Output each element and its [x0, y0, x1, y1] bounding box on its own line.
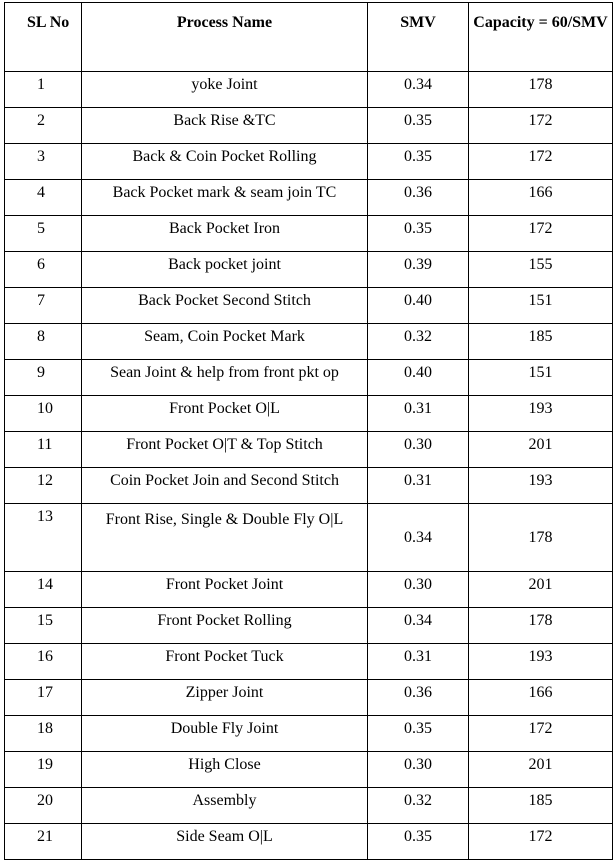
cell-smv: 0.31 [368, 644, 469, 680]
header-capacity: Capacity = 60/SMV [469, 3, 613, 72]
table-row [5, 252, 613, 288]
cell-process-name: Back & Coin Pocket Rolling [82, 144, 368, 180]
table-row [5, 504, 613, 572]
cell-sl-no: 5 [5, 216, 82, 252]
cell-process-name: Back Pocket mark & seam join TC [82, 180, 368, 216]
cell-process-name: Front Pocket Tuck [82, 644, 368, 680]
table-row [5, 288, 613, 324]
cell-capacity: 201 [469, 572, 613, 608]
cell-process-name: Double Fly Joint [82, 716, 368, 752]
cell-smv: 0.35 [368, 824, 469, 860]
cell-process-name: Back Pocket Iron [82, 216, 368, 252]
cell-process-name: Back Rise &TC [82, 108, 368, 144]
cell-capacity: 185 [469, 324, 613, 360]
cell-process-name: Front Pocket O|T & Top Stitch [82, 432, 368, 468]
table-row [5, 644, 613, 680]
cell-capacity: 201 [469, 752, 613, 788]
table-row [5, 360, 613, 396]
process-smv-table [4, 2, 613, 860]
table-header [5, 3, 613, 72]
cell-sl-no: 4 [5, 180, 82, 216]
cell-smv: 0.32 [368, 324, 469, 360]
cell-process-name: Sean Joint & help from front pkt op [82, 360, 368, 396]
cell-smv: 0.30 [368, 432, 469, 468]
cell-sl-no: 15 [5, 608, 82, 644]
cell-process-name: Front Pocket Rolling [82, 608, 368, 644]
cell-capacity: 172 [469, 108, 613, 144]
cell-capacity: 151 [469, 288, 613, 324]
cell-process-name: Back Pocket Second Stitch [82, 288, 368, 324]
table-body [5, 72, 613, 860]
cell-capacity: 193 [469, 396, 613, 432]
cell-capacity: 172 [469, 824, 613, 860]
cell-smv: 0.36 [368, 180, 469, 216]
cell-process-name: Zipper Joint [82, 680, 368, 716]
table-row [5, 752, 613, 788]
table-row [5, 396, 613, 432]
cell-sl-no: 6 [5, 252, 82, 288]
cell-sl-no: 20 [5, 788, 82, 824]
cell-smv: 0.34 [368, 504, 469, 572]
cell-process-name: Back pocket joint [82, 252, 368, 288]
cell-sl-no: 18 [5, 716, 82, 752]
cell-smv: 0.40 [368, 288, 469, 324]
cell-capacity: 166 [469, 180, 613, 216]
cell-smv: 0.35 [368, 144, 469, 180]
header-process-name: Process Name [82, 3, 368, 72]
table-row [5, 788, 613, 824]
cell-capacity: 193 [469, 644, 613, 680]
cell-smv: 0.30 [368, 752, 469, 788]
cell-process-name: High Close [82, 752, 368, 788]
cell-sl-no: 19 [5, 752, 82, 788]
cell-capacity: 201 [469, 432, 613, 468]
table-row [5, 180, 613, 216]
cell-capacity: 193 [469, 468, 613, 504]
cell-process-name: Front Pocket O|L [82, 396, 368, 432]
cell-process-name: Front Pocket Joint [82, 572, 368, 608]
process-table-container [4, 2, 613, 860]
table-row [5, 324, 613, 360]
cell-capacity: 172 [469, 216, 613, 252]
table-row [5, 144, 613, 180]
cell-smv: 0.30 [368, 572, 469, 608]
table-row [5, 468, 613, 504]
cell-smv: 0.35 [368, 216, 469, 252]
cell-sl-no: 13 [5, 504, 82, 572]
cell-smv: 0.40 [368, 360, 469, 396]
cell-process-name: Side Seam O|L [82, 824, 368, 860]
cell-sl-no: 17 [5, 680, 82, 716]
cell-capacity: 155 [469, 252, 613, 288]
header-row [5, 3, 613, 72]
cell-smv: 0.35 [368, 108, 469, 144]
cell-smv: 0.32 [368, 788, 469, 824]
cell-smv: 0.31 [368, 396, 469, 432]
cell-capacity: 185 [469, 788, 613, 824]
table-row [5, 716, 613, 752]
table-row [5, 432, 613, 468]
cell-sl-no: 11 [5, 432, 82, 468]
table-row [5, 608, 613, 644]
cell-sl-no: 9 [5, 360, 82, 396]
cell-sl-no: 14 [5, 572, 82, 608]
cell-sl-no: 2 [5, 108, 82, 144]
table-row [5, 680, 613, 716]
cell-sl-no: 10 [5, 396, 82, 432]
cell-sl-no: 21 [5, 824, 82, 860]
cell-capacity: 178 [469, 608, 613, 644]
cell-process-name: Seam, Coin Pocket Mark [82, 324, 368, 360]
cell-process-name: Coin Pocket Join and Second Stitch [82, 468, 368, 504]
cell-smv: 0.31 [368, 468, 469, 504]
cell-sl-no: 7 [5, 288, 82, 324]
header-smv: SMV [368, 3, 469, 72]
cell-capacity: 172 [469, 716, 613, 752]
cell-sl-no: 12 [5, 468, 82, 504]
cell-capacity: 178 [469, 72, 613, 108]
cell-smv: 0.35 [368, 716, 469, 752]
table-row [5, 824, 613, 860]
cell-smv: 0.34 [368, 608, 469, 644]
cell-capacity: 151 [469, 360, 613, 396]
cell-smv: 0.36 [368, 680, 469, 716]
cell-process-name: Front Rise, Single & Double Fly O|L [82, 504, 368, 572]
cell-smv: 0.34 [368, 72, 469, 108]
cell-sl-no: 16 [5, 644, 82, 680]
table-row [5, 572, 613, 608]
cell-capacity: 178 [469, 504, 613, 572]
cell-sl-no: 8 [5, 324, 82, 360]
table-row [5, 108, 613, 144]
cell-smv: 0.39 [368, 252, 469, 288]
cell-capacity: 166 [469, 680, 613, 716]
header-sl-no: SL No [5, 3, 82, 72]
cell-sl-no: 3 [5, 144, 82, 180]
table-row [5, 216, 613, 252]
table-row [5, 72, 613, 108]
cell-capacity: 172 [469, 144, 613, 180]
cell-process-name: yoke Joint [82, 72, 368, 108]
cell-sl-no: 1 [5, 72, 82, 108]
cell-process-name: Assembly [82, 788, 368, 824]
